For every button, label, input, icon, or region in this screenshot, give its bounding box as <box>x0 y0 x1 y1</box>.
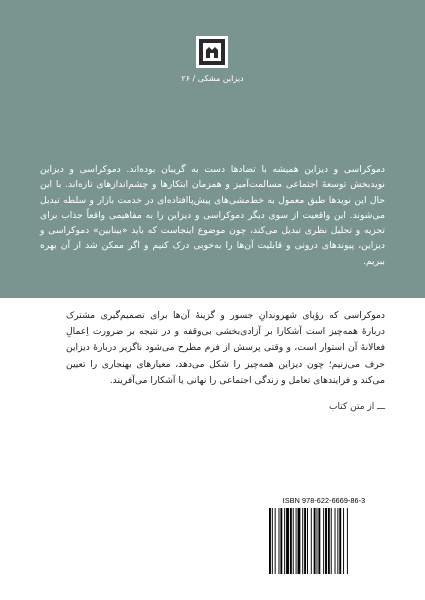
publisher-logo-icon <box>196 36 228 68</box>
color-panel <box>0 0 425 298</box>
series-label: دیزاین مشکی / ۲۶ <box>181 74 244 83</box>
barcode-icon <box>267 508 381 578</box>
intro-paragraph: دموکراسی و دیزاین همیشه با تضادها دست به گریبان بوده‌اند. دموکراسی و دیزاین نویدبخش توسعهٔ اجتماعی مسالمت‌آمیز و همزمان ابتکارها و چشم‌اندازهای تازه‌اند. با این حال این نویدها طبق معمول به خط‌مشی‌های پیش‌پاافتاده‌ای در خدمت بازار و سلطه تبدیل می‌شوند. این واقعیت از سوی دیگر دموکراسی و دیزاین را به مفاهیمی واقعاً جذاب برای تجزیه و تحلیل نظری تبدیل می‌کند، چون موضوع اینجاست که باید «بینابین» دموکراسی و دیزاین، پیوندهای درونی و قابلیت آن‌ها را به‌خوبی درک کنیم و اگر ممکن شد از آن بهره ببریم. <box>40 164 385 267</box>
isbn-label: ISBN 978-622-6669-86-3 <box>282 496 366 505</box>
isbn-barcode <box>263 496 385 580</box>
quote-paragraph: دموکراسی که رؤیای شهروندانِ جسور و گزینهٔ آن‌ها برای تصمیم‌گیری مشترک دربارهٔ همه‌چیز است آشکارا بر آزادی‌بخشی بی‌وقفه و در نتیجه بر ضرورت اِعمالِ فعالانهٔ آن استوار است، و وقتی پرسش از فرم مطرح می‌شود ناگزیر دربارهٔ دیزاین حرف می‌زنیم؛ چون دیزاین همه‌چیز را شکل می‌دهد، معیارهای بهنجاری را تعیین می‌کند و فرایندهای تعامل و زندگی اجتماعی را نهانی یا آشکارا می‌آفریند. <box>66 310 385 386</box>
source-note: ـــ از متن کتاب <box>329 402 385 412</box>
